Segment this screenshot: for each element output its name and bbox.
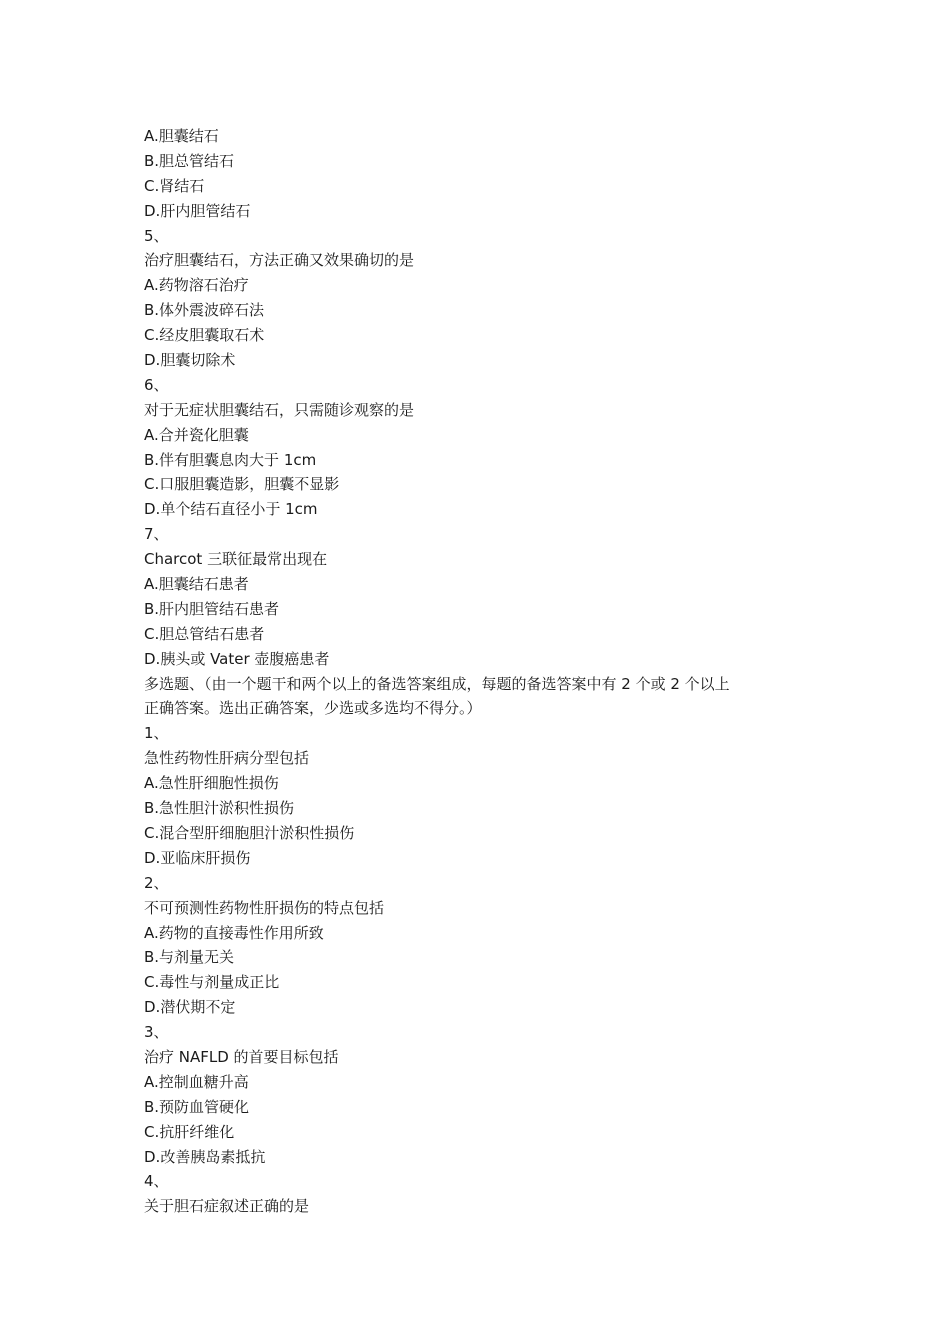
question-number: 5、 [144, 226, 169, 245]
question-stem: 治疗 NAFLD 的首要目标包括 [144, 1047, 339, 1066]
question-stem: 急性药物性肝病分型包括 [144, 749, 310, 768]
question-stem: Charcot 三联征最常出现在 [144, 550, 328, 569]
section-heading: 多选题、（由一个题干和两个以上的备选答案组成，每题的备选答案中有 2 个或 2 个以上 [144, 674, 730, 693]
option: C.口服胆囊造影，胆囊不显影 [144, 475, 340, 494]
option: B.肝内胆管结石患者 [144, 599, 280, 618]
option: C.经皮胆囊取石术 [144, 326, 265, 345]
option: D.胰头或 Vater 壶腹癌患者 [144, 649, 330, 668]
text-line: B.胆总管结石 [144, 151, 235, 170]
text-line: C.肾结石 [144, 176, 205, 195]
question-number: 4、 [144, 1172, 169, 1191]
option: A.药物溶石治疗 [144, 276, 249, 295]
option: B.预防血管硬化 [144, 1097, 250, 1116]
document-page [144, 124, 824, 1219]
question-stem: 治疗胆囊结石，方法正确又效果确切的是 [144, 251, 415, 270]
text-line: A.胆囊结石 [144, 127, 219, 145]
question-stem: 不可预测性药物性肝损伤的特点包括 [144, 898, 385, 917]
question-stem: 关于胆石症叙述正确的是 [144, 1197, 310, 1216]
question-stem: 对于无症状胆囊结石，只需随诊观察的是 [144, 400, 415, 419]
question-number: 7、 [144, 525, 169, 544]
option: A.控制血糖升高 [144, 1072, 249, 1091]
option: D.改善胰岛素抵抗 [144, 1147, 266, 1166]
option: B.体外震波碎石法 [144, 301, 265, 320]
option: B.与剂量无关 [144, 948, 235, 967]
question-number: 6、 [144, 375, 169, 394]
option: A.胆囊结石患者 [144, 575, 249, 594]
option: C.抗肝纤维化 [144, 1122, 235, 1141]
option: B.急性胆汁淤积性损伤 [144, 799, 295, 818]
question-number: 1、 [144, 724, 169, 743]
option: C.胆总管结石患者 [144, 624, 265, 643]
option: A.药物的直接毒性作用所致 [144, 923, 324, 942]
option: D.潜伏期不定 [144, 998, 236, 1017]
question-number: 2、 [144, 873, 169, 892]
option: C.混合型肝细胞胆汁淤积性损伤 [144, 823, 355, 842]
option: D.单个结石直径小于 1cm [144, 500, 318, 519]
section-heading-continued: 正确答案。选出正确答案，少选或多选均不得分。） [144, 699, 482, 718]
option: C.毒性与剂量成正比 [144, 973, 280, 992]
question-number: 3、 [144, 1023, 169, 1042]
text-line: D.肝内胆管结石 [144, 201, 251, 220]
option: B.伴有胆囊息肉大于 1cm [144, 450, 317, 469]
option: A.急性肝细胞性损伤 [144, 774, 279, 793]
option: D.胆囊切除术 [144, 351, 236, 370]
option: D.亚临床肝损伤 [144, 848, 251, 867]
option: A.合并瓷化胆囊 [144, 425, 249, 444]
